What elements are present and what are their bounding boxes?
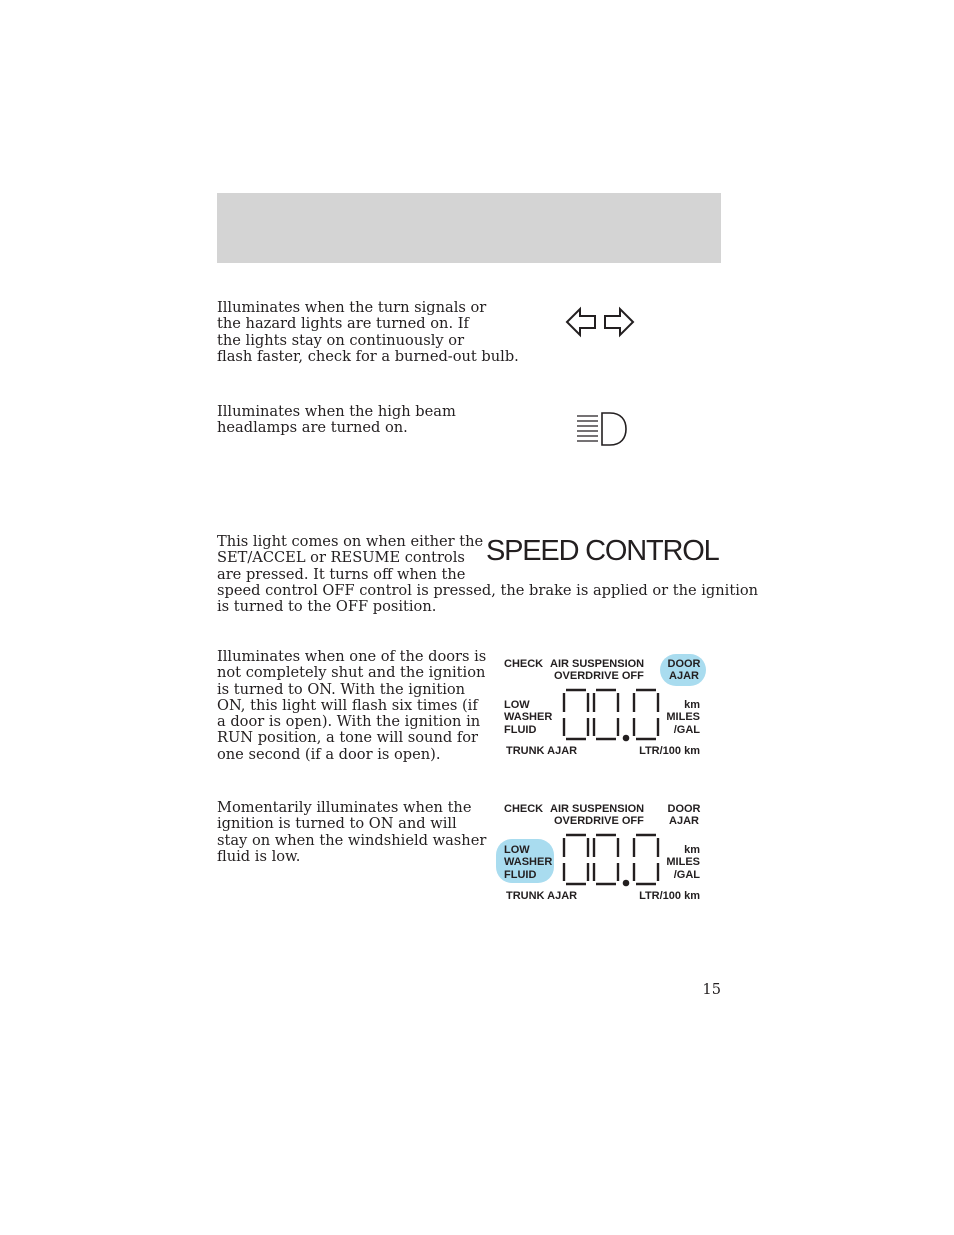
door-ajar-label: DOOR AJAR [667,803,701,828]
units-label: km MILES /GAL [666,844,700,881]
trunk-ajar-label: TRUNK AJAR [506,890,578,902]
ltr-100km-label: LTR/100 km [639,890,700,902]
low-washer-fluid-label: LOW WASHER FLUID [504,699,553,736]
seven-segment-readout [560,688,664,742]
overdrive-off-label: OVERDRIVE OFF [554,815,644,827]
trunk-ajar-label: TRUNK AJAR [506,745,578,757]
ltr-100km-label: LTR/100 km [639,745,700,757]
door-ajar-label: DOOR AJAR [667,658,701,683]
page-number: 15 [702,981,721,998]
overdrive-off-label: OVERDRIVE OFF [554,670,644,682]
low-washer-fluid-label: LOW WASHER FLUID [504,844,553,881]
message-center-display-washer-fluid [496,797,716,909]
speed-control-description-wrap: This light comes on when either the SET/ACCEL or RESUME controls are pressed. It turns off when the [217,533,484,583]
units-label: km MILES /GAL [666,699,700,736]
speed-control-indicator: SPEED CONTROL [486,535,719,567]
air-suspension-label: AIR SUSPENSION [550,803,645,815]
check-label: CHECK [504,803,544,815]
header-bar [217,193,721,263]
door-ajar-description: Illuminates when one of the doors is not completely shut and the ignition is turned to ON. With the ignition ON, this light will flash six times (if a door is open). With the ignition in RUN position, a tone will sound for one second (if a door is open). [217,648,487,763]
message-center-display-door-ajar [496,652,716,764]
turn-signal-arrows-icon [564,305,636,339]
air-suspension-label: AIR SUSPENSION [550,658,645,670]
washer-fluid-description: Momentarily illuminates when the ignition is turned to ON and will stay on when the windshield washer fluid is low. [217,799,487,865]
high-beam-icon [574,411,630,447]
turn-signal-description: Illuminates when the turn signals or the hazard lights are turned on. If the lights stay on continuously or flash faster, check for a burned-out bulb. [217,299,519,365]
high-beam-description: Illuminates when the high beam headlamps are turned on. [217,403,456,437]
speed-control-description-full: speed control OFF control is pressed, the brake is applied or the ignition is turned to the OFF position. [217,582,759,616]
seven-segment-readout [560,833,664,887]
check-label: CHECK [504,658,544,670]
